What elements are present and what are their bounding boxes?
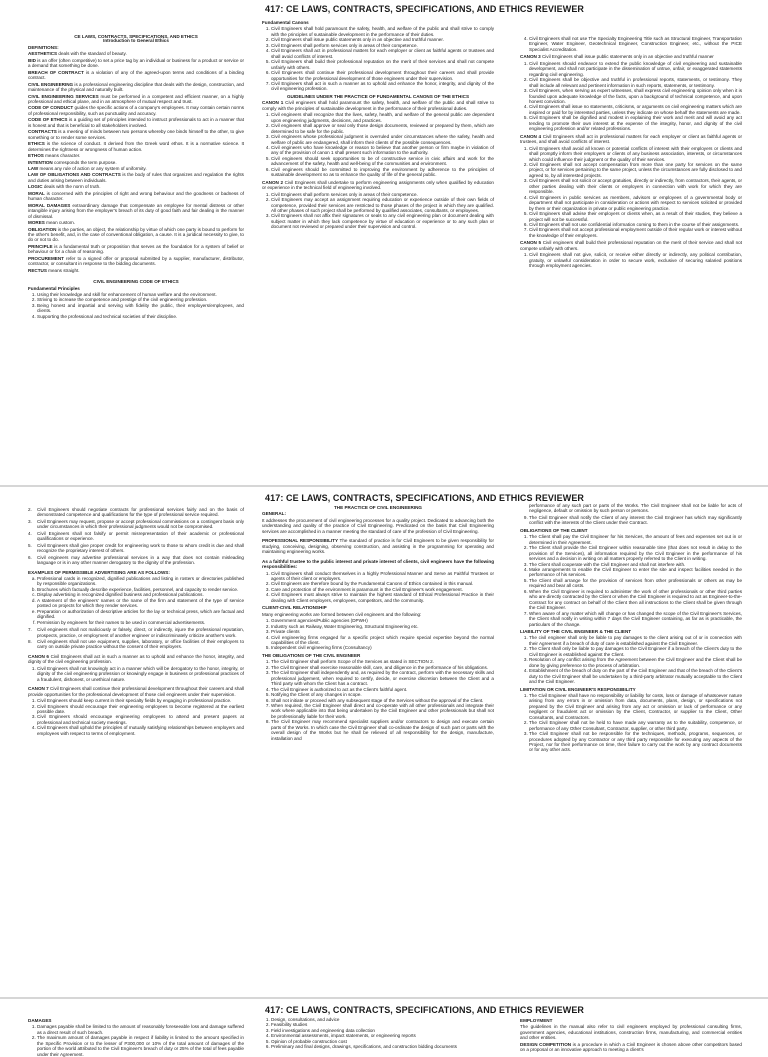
list-item: 1. The civil engineer shall only be liable to pay damages to the client arising out of or in connection with their Agreement if a breach of duty of care is established against the Civil Engineer. xyxy=(529,635,742,646)
list-item: 1. Civil Engineers shall hold paramount the safety, health, and welfare of the public and shall strive to comply with the principles of sustainable development in the performance of their duties. xyxy=(271,26,494,37)
advertising-list xyxy=(28,576,244,625)
list-item: 2. Civil Engineers shall be objective and truthful in professional reports, statements, or testimony. They shall include all relevant and pertinent information in such reports, statements, or testimony. xyxy=(529,77,742,88)
canon-4-list xyxy=(520,146,742,239)
list-item: 6. Civil Engineers shall continue their professional development throughout their careers and shall provide opportunities for the professional development of those engineers under their supervision. xyxy=(271,70,494,81)
list-item: 2. Civil Engineers shall issue public statements only in an objective and truthful manner. xyxy=(271,37,494,42)
list-item: 5. The Client shall arrange for the provision of services from other professionals or others as may be required and bear all costs. xyxy=(529,578,742,589)
list-item: 1. The Civil Engineer shall have no responsibility or liability for costs, loss or damage of whatsoever nature arising from any errors in or omission from data, documents, plans, design, or specifications not prepared by the Civil Engineer and arising from any act or omission or lack of performance or any negligent or fraudulent act or omission by the Client, Contractor, or supplier to the Client, Other Consultants, and Contractors. xyxy=(529,693,742,720)
list-item: 1. Damages payable shall be limited to the amount of reasonably foreseeable loss and damage suffered as a direct result of such breach. xyxy=(37,1024,244,1035)
definition-entry: LAW OF OBLIGATIONS AND CONTRACTS is the body of rules that organizes and regulation the rights and duties arising between individuals. xyxy=(28,172,244,183)
definition-entry: PROCUREMENT refer to a signed offer or proposal submitted by a supplier, manufacturer, distributor, contractor, or consultant in response to the bidding documents. xyxy=(28,255,244,267)
list-item: 6. Civil Engineers shall not use confidential information coming to them in the course of their assignments. xyxy=(529,222,742,227)
list-item: 4. Civil Engineers shall not falsify or permit misrepresentation of their academic or professional qualifications or experience. xyxy=(28,530,244,542)
page-title: 417: CE LAWS, CONTRACTS, SPECIFICATIONS, AND ETHICS REVIEWER xyxy=(265,493,585,503)
list-item: 1. Civil Engineers shall avoid all known or potential conflicts of interest with their employers or clients and shall promptly inform their employers or clients of any business association, interests, or circumstances which could influence their judgment or the quality of their services. xyxy=(529,146,742,162)
list-item: 4. Civil Engineers shall issue no statements, criticisms, or arguments on civil engineering matters which are inspired or paid for by interested parties, unless they indicate on whose behalf the statements are made. xyxy=(529,104,742,115)
list-item: 6. Civil engineers may advertise professional services in a way that does not contain misleading language or is in any other manner derogatory to the dignity of the profession. xyxy=(28,554,244,566)
guidelines-heading: GUIDELINES UNDER THE PRACTICE OF FUNDAMENTAL CANONS OF THE ETHICS xyxy=(286,93,470,99)
list-item: 1. Civil engineers shall recognize that the lives, safety, health, and welfare of the general public are dependent upon engineering judgments, decisions, and practices. xyxy=(271,112,494,123)
fundamental-canons-heading: Fundamental Canons xyxy=(262,20,309,25)
definition-entry: CODE OF ETHICS is a guiding set of principles intended to instruct professionals to act in a manner that is honest and that is beneficial to all stakeholders involved. xyxy=(28,117,244,128)
list-item: 7. Civil Engineers shall act in such a manner as to uphold and enhance the honor, integrity, and dignity of the civil engineering profession. xyxy=(271,81,494,92)
list-item: 3. Field investigations and engineering data collection xyxy=(271,1028,494,1033)
list-item: 2. Civil Engineers should encourage their engineering employees to become registered at the earliest possible date. xyxy=(37,704,244,715)
client-list xyxy=(262,618,494,651)
employment-heading: EMPLOYMENT xyxy=(520,1018,553,1023)
list-item: 3. Private clients xyxy=(271,629,494,634)
client-obligations-list xyxy=(520,534,742,627)
column-left xyxy=(28,34,244,479)
engineer-obligations-heading: THE OBLIGATIONS OF THE CIVIL ENGINEER xyxy=(262,652,361,658)
list-item: 2. Striving to increase the competence and prestige of the civil engineering profession. xyxy=(37,297,244,302)
list-item: 7. Civil engineers shall not maliciously or falsely, direct, or indirectly, injure the professional reputation, prospects, practice, or employment of another engineer or indiscriminately criticize another's work. xyxy=(28,627,244,638)
fundamental-canons-list xyxy=(262,26,494,91)
document-page-2 xyxy=(0,487,768,997)
list-item: 1. Government agencies/Public agencies (DPWH) xyxy=(271,618,494,623)
column-left xyxy=(28,1018,244,1057)
list-item: 6. Shall not initiate or proceed with any subsequent stage of the Services without the approval of the Client. xyxy=(271,698,494,703)
definition-entry: CODE OF CONDUCT guides the specific actions of a company's employees. It may contain certain norms of professional responsibility, such as punctuality and accuracy. xyxy=(28,105,244,116)
definition-entry: CIVIL ENGINEERING is a professional engineering discipline that deals with the design, construction, and maintenance of the physical and naturally built. xyxy=(28,81,244,93)
column-middle xyxy=(262,505,494,993)
list-item: 4. Make arrangements to enable the Civil Engineer to enter the site and inspect facilities needed in the performance of his services. xyxy=(529,567,742,578)
services-list xyxy=(262,1017,494,1050)
list-item: 8. The Civil Engineer may recommend specialist suppliers and/or contractors to design and execute certain parts of the Works. In which case the Civil Engineer shall co-ordinate the design of such part or parts with the overall design of the Works but he shall be relieved of all responsibility for the design, manufacture, installation and xyxy=(271,719,494,741)
list-item: 2. Feasibility studies xyxy=(271,1022,494,1027)
definitions-heading: DEFINITIONS: xyxy=(28,44,59,50)
document-page-3 xyxy=(0,1000,768,1057)
limitation-heading: LIMITATION OR CIVIL ENGINEER'S RESPONSIBILITY xyxy=(520,686,636,692)
general-heading: GENERAL: xyxy=(262,511,286,517)
list-item: d. A statement of the engineers' names or the name of the firm and statement of the type of service posted on projects for which they render services. xyxy=(37,598,244,609)
list-item: 3. The Client shall cooperate with the Civil Engineer and shall not interfere with. xyxy=(529,562,742,567)
trustee-heading: As a faithful trustee to the public interest and private interest of clients, civil engineers have the following responsibilities: xyxy=(262,558,494,570)
list-item: 2. Civil engineers shall approve or seal only those design documents, reviewed or prepared by them, which are determined to be safe for the public. xyxy=(271,123,494,134)
canon-5-continued-list xyxy=(28,507,244,566)
list-item: 2. Civil Engineers should negotiate contracts for professional services fairly and on the basis of demonstrated competence and qualifications for the type of professional service required. xyxy=(28,507,244,518)
column-middle xyxy=(262,1017,494,1050)
definition-entry: LAW means any rule of action or any system of uniformity. xyxy=(28,165,147,171)
list-item: 3. Civil Engineers shall perform services only in areas of their competence. xyxy=(271,43,494,48)
definitions-list xyxy=(28,51,244,273)
list-item: 3. Being honest and impartial and serving with fidelity the public, their employers/employees, and clients. xyxy=(37,303,244,314)
list-item: 1. Civil Engineers should keep current in their specialty fields by engaging in professional practice. xyxy=(37,698,244,703)
page-separator xyxy=(0,997,768,999)
definition-entry: INTENTION corresponds the term purpose. xyxy=(28,159,117,165)
list-item: 6. When the Civil Engineer is required to administer the work of other professionals or other third parties who are directly contracted by the Client or when the Civil Engineer is required to act as Engineer-to-the-Contract for any contract on behalf of the Client then all instructions to the Client shall be given through the Civil Engineer. xyxy=(529,589,742,611)
column-left xyxy=(28,507,244,993)
list-item: 4. Civil engineering firms engaged for a specific project which require special expertise beyond the normal capabilities of the client. xyxy=(271,635,494,646)
list-item: 4. Civil Engineers shall uphold the principles of mutually satisfying relationships between employers and employees with respect to terms of employment. xyxy=(37,725,244,736)
definition-entry: AESTHETICS deals with the standard of beauty. xyxy=(28,51,127,57)
canon-3-list xyxy=(520,61,742,132)
list-item: 3. The Civil Engineer shall independently and, as required by the contract, perform with the necessary skills and professional judgement, when required to certify, decide, or exercise discretion between the Client and a Third party with whom the Client has a contract. xyxy=(271,670,494,686)
list-item: 5. Opinion of probable construction cost xyxy=(271,1039,494,1044)
canon-1-list xyxy=(262,112,494,177)
list-item: 3. Resolution of any conflict arising from the Agreement between the Civil Engineer and the Client shall be done by giving preference to the process of arbitration. xyxy=(529,657,742,668)
fundamental-principles-heading: Fundamental Principles xyxy=(28,285,80,291)
trustee-list xyxy=(262,571,494,604)
list-item: 4. Civil Engineers shall act in professional matters for each employer or client as faithful agents or trustees and shall avoid conflicts of interest. xyxy=(271,48,494,59)
list-item: 4. The Civil Engineer is authorized to act as the Client's faithful agent. xyxy=(271,687,494,692)
list-item: 4. Supporting the professional and technical societies of their discipline. xyxy=(37,314,244,319)
list-item: 2. The maximum amount of damages payable in respect if liability is limited to the amount specified in the Specific Provision or to the lesser of P300,000 or 10% of the total amount of damages of the portion of the world attributed to the Civil Engineer's breach of duty or 25% of the total of fees payable under their Agreement. xyxy=(37,1035,244,1057)
page-title: 417: CE LAWS, CONTRACTS, SPECIFICATIONS, AND ETHICS REVIEWER xyxy=(265,1005,585,1015)
canon-5-more-list xyxy=(28,627,244,650)
list-item: 3. Civil Engineers may request, propose or accept professional commissions on a contingent basis only under circumstances in which their professional judgments would not be compromised. xyxy=(28,518,244,530)
engineer-obligations-list xyxy=(262,659,494,741)
code-of-ethics-heading: CIVIL ENGINEERING CODE OF ETHICS xyxy=(93,279,179,285)
list-item: 5. Civil Engineers shall advise their employers or clients when, as a result of their studies, they believe a project will not be successful. xyxy=(529,211,742,222)
list-item: 4. Environmental assessments, impact statements, or engineering reports xyxy=(271,1033,494,1038)
column-right xyxy=(520,1018,742,1053)
general-paragraph: It addresses the procurement of civil engineering processes for a quality project. Dedicated to advancing both the understanding and quality of the practice of Civil Engineering. Predicated on the basis that Civil Engineering services are accomplished in a manner meeting the standard of care of the profession of Civil Engineering. xyxy=(262,517,494,534)
list-item: 5. Civil Engineers shall give proper credit for engineering work to those to whom credit is due and shall recognize the proprietary interest of others. xyxy=(28,542,244,554)
column-middle xyxy=(262,20,494,480)
list-item: 8. Civil engineers shall not use equipment, supplies, laboratory, or office facilities of their employers to carry on outside private practice without the consent of their employers. xyxy=(28,638,244,650)
list-item: 2. Industry such as Railway, Water Engineering, Structural Engineering etc. xyxy=(271,624,494,629)
list-item: 5. Civil Engineers shall be dignified and modest in explaining their work and merit and will avoid any act tending to promote their own interest at the expense of the integrity, honor, and dignity of the civil engineering profession and/or related professions. xyxy=(529,115,742,131)
list-item: 1. Civil Engineers should endeavor to extend the public knowledge of civil engineering and sustainable development, and shall not participate in the dissemination of untrue, unfair, or exaggerated statements regarding civil engineering. xyxy=(529,61,742,77)
list-item: 7. Civil Engineers shall not accept professional employment outside of their regular work or interest without the knowledge of their employers. xyxy=(529,227,742,238)
practice-heading: THE PRACTICE OF CIVIL ENGINEERING xyxy=(334,505,422,510)
list-item: a. Professional cards in recognized, dignified publications and listing in rosters or directories published by responsible organizations. xyxy=(37,576,244,587)
definition-entry: CIVIL ENGINEERING SERVICES must be performed in a competent and efficient manner, on a highly professional and ethical plane, and in an atmosphere of mutual respect and trust. xyxy=(28,93,244,104)
list-item: 5. Notifying the Client of any changes in scope. xyxy=(271,692,494,697)
canon-7-list xyxy=(28,698,244,736)
definition-entry: BREACH OF CONTRACT is a violation of any of the agreed-upon terms and conditions of a binding contract. xyxy=(28,69,244,81)
definition-entry: BID is an offer (often competitive) to set a price tag by an individual or business for a product or service or a demand that something be done. xyxy=(28,57,244,69)
list-item: 2. The Client shall provide the Civil Engineer within reasonable time (that does not result in delay to the provision of the Services), all information required by the Civil Engineer in the performance of his services and a decision in writing on all matters properly referred to the Client in writing. xyxy=(529,545,742,561)
definition-entry: OBLIGATION is the parties, an object, the relationship by virtue of which one party is bound to perform for the other's benefit, and, in the case of conventional obligation, a cause. It is a juridical necessity to give, to do or not to do. xyxy=(28,226,244,243)
list-item: 6. Civil engineers should be committed to improving the environment by adherence to the principles of sustainable development so as to enhance the quality of life of the general public. xyxy=(271,167,494,178)
definition-entry: ETHOS means character. xyxy=(28,153,81,159)
list-item: 5. Civil engineers should seek opportunities to be of constructive service in civic affairs and work for the advancement of the safety, health and well-being of the communities and environment. xyxy=(271,156,494,167)
definition-entry: MORAL is concerned with the principles of right and wrong behaviour and the goodness or badness of human character. xyxy=(28,190,244,202)
liability-heading: LIABILITY OF THE CIVIL ENGINEER & THE CLIENT xyxy=(520,628,632,634)
list-item: 2. Civil Engineers shall not accept compensation from more than one party for services on the same project, or for services pertaining to the same project, unless the circumstances are fully disclosed to and agreed to, by all interested projects. xyxy=(529,162,742,178)
list-item: 1. Civil Engineers shall perform services only in areas of their competence. xyxy=(271,192,494,197)
canon-6-paragraph: CANON 6 Civil Engineers shall act in such a manner as to uphold and enhance the honor, integrity, and dignity of the civil engineering profession. xyxy=(28,653,244,665)
damages-list xyxy=(28,1024,244,1057)
canon-3-paragraph: CANON 3 Civil Engineers shall issue public statements only in an objective and truthful manner xyxy=(520,54,714,60)
list-item: 4. Civil Engineers must always strive to maintain the highest standard of Ethical Professional Practice in their dealing with Client employers, employees, competitors, and the community. xyxy=(271,592,494,603)
list-item: 4. Civil engineers who have knowledge or reason to believe that another person or firm maybe in violation of any of the provision of canon 1 shall present such information to the authority. xyxy=(271,145,494,156)
list-item: 1. The Civil Engineer shall perform Scope of the Services as stated in SECTION 2. xyxy=(271,659,494,664)
document-subtitle: Introduction to General Ethics xyxy=(103,38,169,44)
client-relationship-intro: Many engineering works are formed between civil engineers and the following: xyxy=(262,611,422,617)
professional-responsibility-paragraph: PROFESSIONAL RESPONSIBILITY The standard of practice is for Civil Engineers to be given responsibility for studying, conceiving, designing, observing construction, and assisting in the programming for operating and maintaining engineering works. xyxy=(262,538,494,555)
list-item: 5. Civil Engineers shall build their professional reputation on the merit of their services and shall not compete unfairly with others. xyxy=(271,59,494,70)
list-item: 2. The Client shall only be liable to pay damages to the Civil Engineer if a breach of the Client's duty to the Civil Engineer is established against the Client. xyxy=(529,646,742,657)
list-item: f. Permission by engineers for their names to be used in commercial advertisements. xyxy=(37,620,244,625)
column-right xyxy=(520,503,742,993)
list-item: e. Preparation or authorization of descriptive articles for the lay or technical press, which are factual and dignified. xyxy=(37,609,244,620)
list-item: 3. Civil Engineers shall not solicit or accept gratuities, directly or indirectly, from contractors, their agents, or other parties dealing with their clients or employers in connection with work for which they are responsible. xyxy=(529,178,742,194)
canon-5-list xyxy=(520,252,742,268)
canon-6-list xyxy=(28,666,244,682)
list-item: c. Display advertising in recognized dignified business and professional publications. xyxy=(37,592,244,597)
list-item: 4. Civil Engineers in public services as members, advisors or employees of a governmental body or department shall not participate in consideration or actions with respect to services solicited or provided by them or their organization in private or public engineering practice. xyxy=(529,195,742,211)
list-item: 2. The Civil Engineer shall not be held to have made any warranty as to the suitability, competence, or performance of any Other Consultant, Contractor, supplier, or other third party. xyxy=(529,720,742,731)
design-competition-paragraph: DESIGN COMPETITION is a procedure in which a Civil Engineer is chosen above other competitors based on a proposal or an innovative approach to meeting a client's xyxy=(520,1041,742,1053)
limitation-list xyxy=(520,693,742,753)
advertising-heading: EXAMPLES OF PERMISSIBLE ADVERTISING ARE AS FOLLOWS: xyxy=(28,569,170,575)
canon-7-paragraph: CANON 7 Civil Engineers shall continue their professional development throughout their careers and shall provide opportunities for the professional development of those civil engineers under their supervision. xyxy=(28,686,244,697)
client-obligations-heading: OBLIGATIONS OF THE CLIENT xyxy=(520,527,588,533)
list-item: 1. Civil Engineers shall conduct themselves in a highly Professional Manner and Serve as Faithful Trustees or agents of their client or employers. xyxy=(271,571,494,582)
client-relationship-heading: CLIENT-CIVIL RELATIONSHIP xyxy=(262,605,327,611)
column-right xyxy=(520,36,742,480)
canon-5-paragraph: CANON 5 Civil engineers shall build their professional reputation on the merit of their service and shall not compete unfairly with others. xyxy=(520,240,742,251)
list-item: 5. Independent civil engineering firms (Consultancy) xyxy=(271,645,494,650)
canon-2-item-4: 4. Civil Engineers shall not use The Specialty Engineering Title such as Structural Engineer, Transportation Engineer, Water Engineer, Geotechnical Engineer, Construction Engineer, etc., without the PICE Specialist Accreditation. xyxy=(520,36,742,52)
canon-1-paragraph: CANON 1 Civil engineers shall hold paramount the safety, health, and welfare of the public and shall strive to comply with the principles of sustainable development in the performance of their professional duties. xyxy=(262,100,494,111)
canon-4-paragraph: CANON 4 Civil Engineers shall act in professional matters for each employer or client as faithful agents or trustees, and shall avoid conflicts of interest. xyxy=(520,133,742,145)
definition-entry: LOGIC deals with the norm of truth. xyxy=(28,184,101,190)
list-item: b. Brochures which factually describe experience, facilities, personnel, and capacity to render service. xyxy=(37,587,244,592)
document-page-1 xyxy=(0,0,768,485)
list-item: 1. Civil Engineers shall not give, solicit, or receive either directly or indirectly, any political contribution, gratuity, or unlawful consideration in order to secure work, exclusive of securing salaried positions through employment agencies. xyxy=(529,252,742,268)
list-item: 3. Civil engineers whose professional judgment is overruled under circumstances where the safety, health and welfare of public are endangered, shall inform their clients of the possible consequences. xyxy=(271,134,494,145)
engineer-obligation-9: 9. The Civil Engineer shall notify the Client of any interest the Civil Engineer has which may significantly conflict with the interests of the Client under their Contract. xyxy=(520,515,742,526)
definition-entry: ETHICS is the science of conduct. It derived from the Greek word ethos. It is a normative science. It determines the rightness or wrongness of human action. xyxy=(28,141,244,152)
list-item: 3. Civil Engineers, when serving as expert witnesses, shall express civil engineering opinion only when it is founded upon adequate knowledge of the facts, upon a background of technical competence, and upon honest conviction. xyxy=(529,88,742,104)
list-item: 3. Care and protection of the environment is paramount in the Civil Engineer's work engagement. xyxy=(271,587,494,592)
list-item: 1. The Client shall pay the Civil Engineer for his Services, the amount of fees and expenses set out in or determined in their Agreement. xyxy=(529,534,742,545)
list-item: 3. Civil Engineers shall not affix their signatures or seals to any civil engineering plan or document dealing with subject matter in which they lack competence by virtue of education or experience or to any such plan or document not reviewed or prepared under their supervision and control. xyxy=(271,213,494,229)
list-item: 2. The Civil Engineer shall exercise reasonable skill, care, and diligence in the performance of his obligations. xyxy=(271,665,494,670)
obligations-continued: performance of any such part or parts of the Works. The Civil Engineer shall not be liable for acts of negligence, default or omission by such person or persons. xyxy=(529,503,742,514)
list-item: 2. Civil Engineers are therefore bound by the Fundamental Canons of Ethics contained in this manual. xyxy=(271,581,494,586)
canon-2-list xyxy=(262,192,494,230)
list-item: 3. The Civil Engineer shall not be responsible for the techniques, methods, programs, sequences, or procedures adopted by any Contractor or any third party responsible for executing any aspects of the Project, nor for their performance on time, their failure to carry out the work by any contract documents or for any other acts. xyxy=(529,731,742,753)
definition-entry: MORAL DAMAGES extraordinary damage that compensate an employee for mental distress or other intangible injury arising from the employer's breach of its duty of good faith and fair dealing in the manner of dismissal. xyxy=(28,202,245,219)
document-title: CE LAWS, CONTRACTS, SPECIFICATIONS, AND ETHICS xyxy=(74,34,198,39)
definition-entry: PRINCIPLE is a fundamental truth or proposition that serves as the foundation for a system of belief or behaviour or for a chain of reasoning. xyxy=(28,243,244,255)
list-item: 4. Establishment of the breach of duty on the part of the Civil Engineer and that of the breach of the Client's duty to the Civil Engineer shall be undertaken by a third-party arbitrator mutually acceptable to the Client and the Civil Engineer. xyxy=(529,668,742,684)
list-item: 1. Design, consultations, and advice xyxy=(271,1017,494,1022)
list-item: 2. Civil Engineers may accept an assignment requiring education or experience outside of their own fields of competence, provided their services are restricted to those phases of the project in which they are qualified. All other phases of such project shall be performed by qualified associates, consultants, or employees. xyxy=(271,197,494,213)
damages-heading: DAMAGES xyxy=(28,1018,52,1023)
fundamental-principles-list xyxy=(28,292,244,319)
definition-entry: MORES mean custom. xyxy=(28,220,75,226)
employment-paragraph: The guidelines in the manual also refer to civil engineers employed by professional consulting firms, government agencies, educational institutions, construction firms, manufacturing, and commercial entities and other entities. xyxy=(520,1024,742,1041)
list-item: 1. Civil Engineers shall not knowingly act in a manner which will be derogatory to the honor, integrity, or dignity of the civil engineering profession or knowingly engage in business or professional practices of a fraudulent, dishonest, or unethical nature. xyxy=(37,666,244,682)
list-item: 6. Preliminary and final designs, drawings, specifications, and construction bidding documents xyxy=(271,1044,494,1049)
canon-2-paragraph: CANON 2 Civil Engineers shall undertake to perform engineering assignments only when qualified by education or experience in the technical field of engineering involved. xyxy=(262,179,494,191)
list-item: 7. When required, the Civil Engineer shall direct and co-operate with all other professionals and integrate their work where applicable into that being undertaken by the Civil Engineer and other professionals but shall not be professionally liable for their work. xyxy=(271,703,494,719)
list-item: 7. When aware of any matter which will change or has changed the scope of the Civil Engineer's Services, the Client shall notify in writing within 7 days the Civil Engineer containing, as far as is practicable, the particulars of the change. xyxy=(529,611,742,627)
definition-entry: RECTUS means straight. xyxy=(28,267,80,273)
definition-entry: CONTRACTS is a meeting of minds between two persons whereby one binds himself to the other, to give something or to render some services. xyxy=(28,129,244,140)
page-title: 417: CE LAWS, CONTRACTS, SPECIFICATIONS, AND ETHICS REVIEWER xyxy=(265,4,585,14)
liability-list xyxy=(520,635,742,684)
list-item: 1. Using their knowledge and skill for enhancement of human welfare and the environment. xyxy=(37,292,244,297)
list-item: 3. Civil Engineers should encourage engineering employees to attend and present papers at professional and technical society meetings. xyxy=(37,714,244,725)
